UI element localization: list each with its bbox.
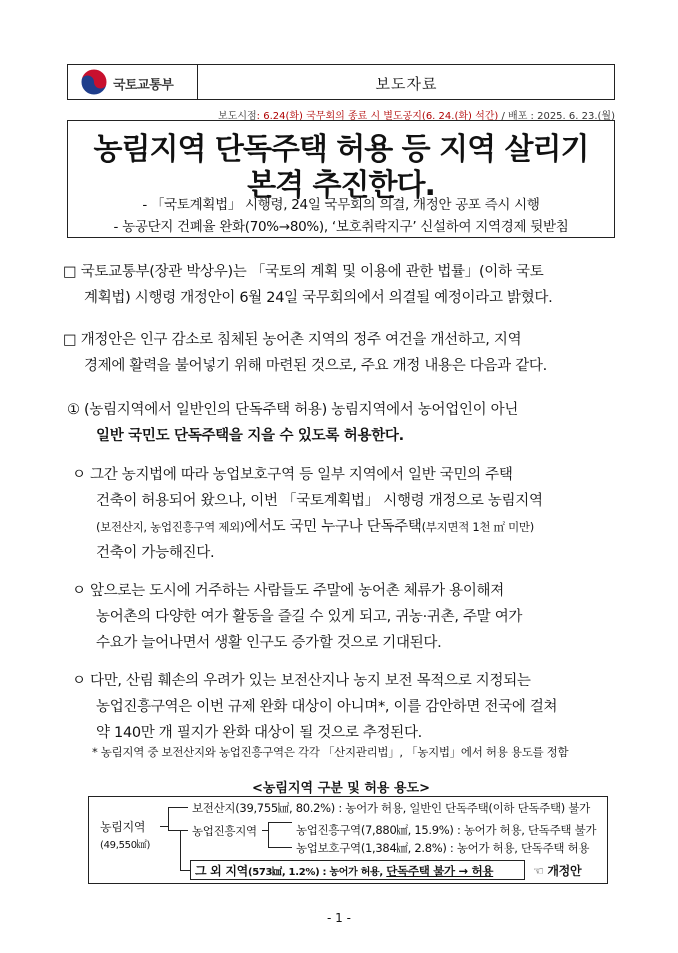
diagram-root: 농림지역 <box>100 820 146 834</box>
subtitle-1: - 「국토계획법」 시행령, 24일 국무회의 의결, 개정안 공포 즉시 시행 <box>142 197 540 213</box>
tree-connector <box>180 870 190 871</box>
release-label: 보도시점 <box>218 111 257 122</box>
headline-line2: 본격 추진한다. <box>247 168 435 203</box>
section-1-line2: 일반 국민도 단독주택을 지을 수 있도록 허용한다. <box>96 428 404 444</box>
diagram-row-agri-promotion-zone: 농업진흥구역(7,880㎢, 15.9%) : 농어가 허용, 단독주택 불가 <box>296 823 597 837</box>
release-time: : 6.24(화) 국무회의 종료 시 별도공지(6. 24.(화) 석간) <box>256 111 499 122</box>
diagram-row-other-area <box>195 862 493 879</box>
subtitle-2: - 농공단지 건폐율 완화(70%→80%), ‘보호취락지구’ 신설하여 지역경제 뒷받침 <box>113 219 569 235</box>
other-area-label: 그 외 지역 <box>195 864 248 878</box>
paragraph-1-line1: □ 국토교통부(장관 박상우)는 「국토의 계획 및 이용에 관한 법률」(이하 국토 <box>63 264 544 280</box>
ministry-name: 국토교통부 <box>113 78 174 93</box>
bullet-3-line1: ㅇ 다만, 산림 훼손의 우려가 있는 보전산지나 농지 보전 목적으로 지정되는 <box>72 673 531 689</box>
tree-connector <box>268 847 292 848</box>
bullet-3-line3: 약 140만 개 필지가 완화 대상이 될 것으로 추정된다. <box>96 725 422 741</box>
taegeuk-logo-icon <box>80 68 108 96</box>
amendment-marker <box>533 862 581 879</box>
press-release-label: 보도자료 <box>375 75 438 93</box>
diagram-root-area: (49,550㎢) <box>100 840 151 851</box>
pointing-hand-icon: ☜ <box>533 864 544 878</box>
tree-connector <box>168 807 169 831</box>
bullet-1-line3 <box>96 514 534 540</box>
tree-connector <box>168 830 188 831</box>
headline-line1: 농림지역 단독주택 허용 등 지역 살리기 <box>93 132 589 167</box>
bullet-1-line4: 건축이 가능해진다. <box>96 545 215 561</box>
paragraph-2-line1: □ 개정안은 인구 감소로 침체된 농어촌 지역의 정주 여건을 개선하고, 지역 <box>63 332 522 348</box>
bullet-2-line1: ㅇ 앞으로는 도시에 거주하는 사람들도 주말에 농어촌 체류가 용이해져 <box>72 583 504 599</box>
other-area-change: 단독주택 불가 → 허용 <box>386 864 494 878</box>
paragraph-2-line2: 경제에 활력을 불어넣기 위해 마련된 것으로, 주요 개정 내용은 다음과 같다. <box>84 358 547 374</box>
section-1-line1: ① (농림지역에서 일반인의 단독주택 허용) 농림지역에서 농어업인이 아닌 <box>67 402 519 418</box>
paragraph-1-line2: 계획법) 시행령 개정안이 6월 24일 국무회의에서 의결될 예정이라고 밝혔다. <box>84 290 553 306</box>
tree-connector <box>268 822 269 847</box>
diagram-title: <농림지역 구분 및 허용 용도> <box>251 781 431 796</box>
tree-connector <box>268 822 292 823</box>
diagram-row-conservation-forest: 보전산지(39,755㎢, 80.2%) : 농어가 허용, 일반인 단독주택(이하 단독주택) 불가 <box>192 801 590 815</box>
page-number: - 1 - <box>327 911 351 925</box>
bullet-2-line3: 수요가 늘어나면서 생활 인구도 증가할 것으로 기대된다. <box>96 635 442 651</box>
tree-connector <box>180 830 181 870</box>
tree-connector <box>168 807 188 808</box>
bullet-2-line2: 농어촌의 다양한 여가 활동을 즐길 수 있게 되고, 귀농·귀촌, 주말 여가 <box>96 609 523 625</box>
footnote: * 농림지역 중 보전산지와 농업진흥구역은 각각 「산지관리법」, 「농지법」에서 허용 용도를 정함 <box>92 745 569 759</box>
bullet-1-line1: ㅇ 그간 농지법에 따라 농업보호구역 등 일부 지역에서 일반 국민의 주택 <box>72 467 513 483</box>
other-area-stats: (573㎢, 1.2%) : 농어가 허용, <box>247 867 383 878</box>
diagram-row-agri-promotion-region: 농업진흥지역 <box>192 824 257 838</box>
tree-connector <box>160 826 168 827</box>
bullet-1-line3a: (보전산지, 농업진흥구역 제외) <box>96 520 245 534</box>
tree-connector <box>262 830 268 831</box>
bullet-1-line3c: (부지면적 1천 ㎡ 미만) <box>421 520 534 534</box>
bullet-1-line3b: 에서도 국민 누구나 단독주택 <box>244 519 422 535</box>
bullet-1-line2: 건축이 허용되어 왔으나, 이번 「국토계획법」 시행령 개정으로 농림지역 <box>96 493 543 509</box>
distribution-date: / 배포 : 2025. 6. 23.(월) <box>501 111 615 122</box>
amendment-label: 개정안 <box>547 864 582 878</box>
bullet-3-line2: 농업진흥구역은 이번 규제 완화 대상이 아니며*, 이를 감안하면 전국에 걸쳐 <box>96 699 558 715</box>
diagram-row-agri-protection-zone: 농업보호구역(1,384㎢, 2.8%) : 농어가 허용, 단독주택 허용 <box>296 841 590 855</box>
